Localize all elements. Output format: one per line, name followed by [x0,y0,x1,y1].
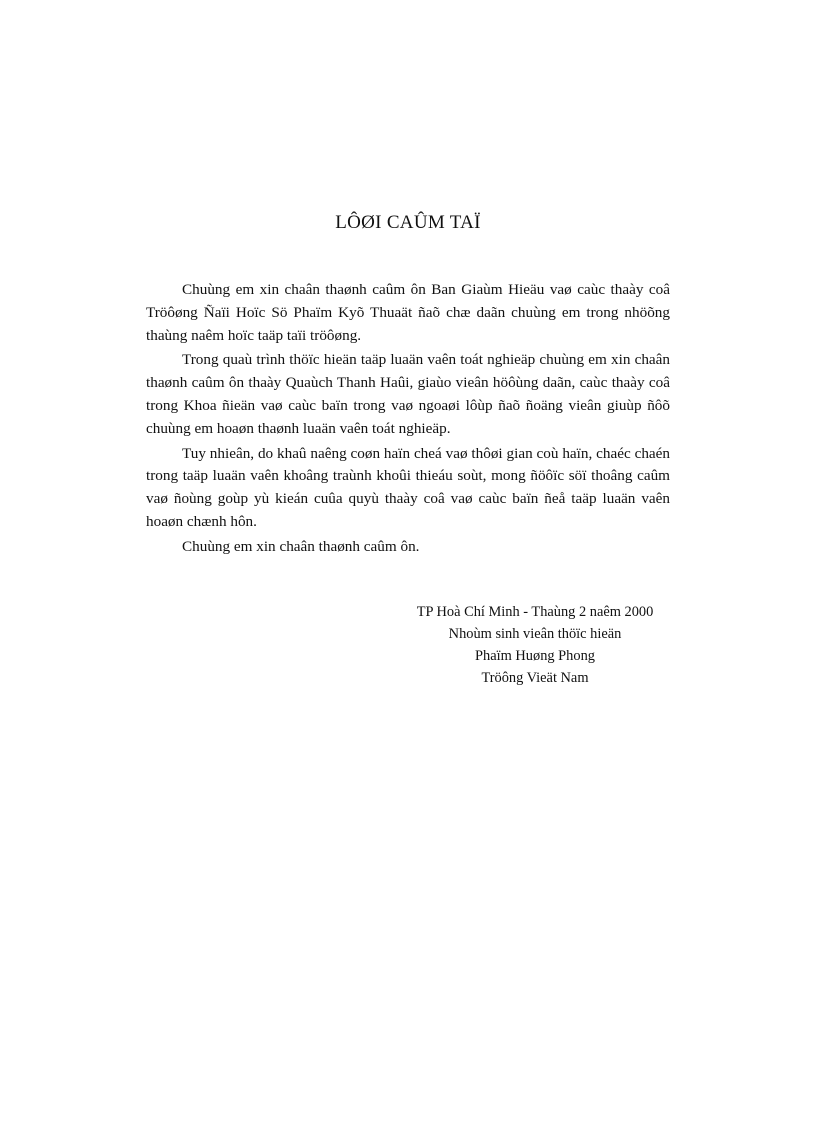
paragraph-thanks-faculty: Chuùng em xin chaân thaønh caûm ôn Ban Giaùm Hieäu vaø caùc thaày coâ Tröôøng Ñaïi Hoïc Sö Phaïm Kyõ Thuaät ñaõ chæ daãn chuùng em trong nhöõng thaùng naêm hoïc taäp taïi tröôøng. [146,281,670,344]
group-label: Nhoùm sinh vieân thöïc hieän [448,626,622,642]
paragraph-thanks-advisor: Trong quaù trình thöïc hieän taäp luaän vaên toát nghieäp chuùng em xin chaân thaønh caûm ôn thaày Quaùch Thanh Haûi, giaùo vieân höôùng daãn, caùc thaày coâ trong Khoa ñieän vaø caùc baïn trong vaø ngoaøi lôùp ñaõ ñoäng vieân giuùp ñôõ chuùng em hoaøn thaønh luaän vaên toát nghieäp. [146,351,670,437]
author-name: Tröông Vieät Nam [481,670,589,686]
author-name: Phaïm Huøng Phong [475,648,595,664]
acknowledgement-body [146,279,670,561]
paragraph-limitations: Tuy nhieân, do khaû naêng coøn haïn cheá vaø thôøi gian coù haïn, chaéc chaén trong taäp luaän vaên khoâng traùnh khoûi thieáu soùt, mong ñöôïc söï thoâng caûm vaø ñoùng goùp yù kieán cuûa quyù thaày coâ vaø caùc baïn ñeå taäp luaän vaên hoaøn chænh hôn. [146,444,670,530]
paragraph-closing: Chuùng em xin chaân thaønh caûm ôn. [182,537,420,555]
place-date: TP Hoà Chí Minh - Thaùng 2 naêm 2000 [416,604,654,620]
page-title: LÔØI CAÛM TAÏ [335,212,481,233]
signature-block [400,601,670,689]
